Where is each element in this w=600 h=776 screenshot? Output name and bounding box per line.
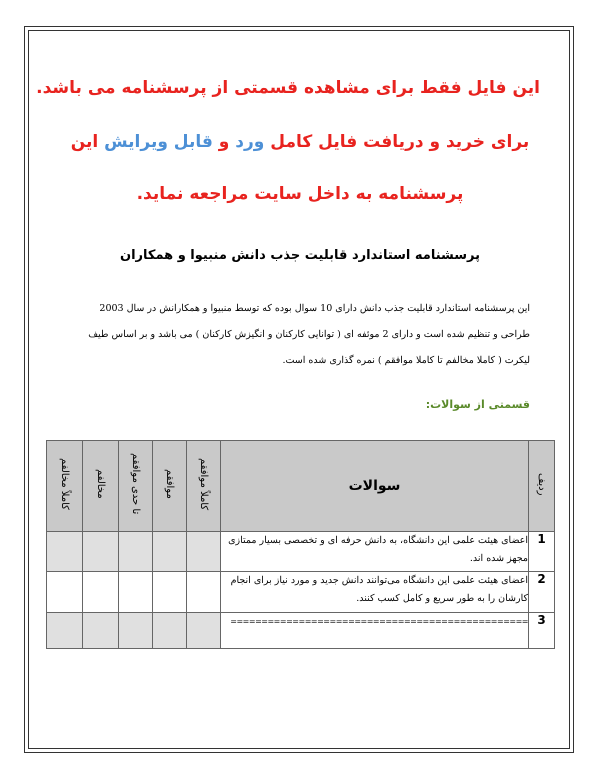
questions-table: [46, 440, 555, 649]
answer-cell[interactable]: [119, 532, 153, 572]
question-text: اعضای هیئت علمی این دانشگاه می‌توانند دانش جدید و مورد نیاز برای انجام کارشان را به طور سریع و کامل کسب کنند.: [221, 572, 529, 613]
answer-cell[interactable]: [83, 532, 119, 572]
notice-line-2: [60, 132, 540, 152]
notice-line-2-part-c: و: [212, 132, 236, 152]
intro-line: این پرسشنامه استاندارد قابلیت جذب دانش دارای 10 سوال بوده که توسط منبیوا و همکارانش در سال 2003: [99, 303, 530, 314]
notice-line-2-part-a: برای خرید و دریافت فایل کامل: [264, 132, 530, 152]
header-disagree: مخالفم: [83, 441, 119, 532]
header-questions: سوالات: [221, 441, 529, 532]
header-somewhat-agree: تا حدی موافقم: [119, 441, 153, 532]
notice-line-3: پرسشنامه به داخل سایت مراجعه نماید.: [136, 184, 464, 204]
table-row: [47, 613, 555, 649]
answer-cell[interactable]: [119, 613, 153, 649]
answer-cell[interactable]: [83, 572, 119, 613]
row-number: 1: [529, 532, 555, 572]
question-text: اعضای هیئت علمی این دانشگاه، به دانش حرفه ای و تخصصی بسیار ممتازی مجهز شده اند.: [221, 532, 529, 572]
answer-cell[interactable]: [187, 532, 221, 572]
answer-cell[interactable]: [153, 532, 187, 572]
intro-paragraph: [72, 296, 530, 374]
answer-cell[interactable]: [153, 613, 187, 649]
intro-line: لیکرت ( کاملا مخالفم تا کاملا موافقم ) نمره گذاری شده است.: [282, 355, 530, 366]
notice-word-file-link: ورد: [235, 132, 265, 152]
notice-line-2-part-e: این: [70, 132, 105, 152]
answer-cell[interactable]: [47, 613, 83, 649]
answer-cell[interactable]: [119, 572, 153, 613]
row-number: 3: [529, 613, 555, 649]
answer-cell[interactable]: [47, 532, 83, 572]
answer-cell[interactable]: [83, 613, 119, 649]
answer-cell[interactable]: [187, 572, 221, 613]
answer-cell[interactable]: [153, 572, 187, 613]
notice-editable-link: قابل ویرایش: [104, 132, 213, 152]
table-row: [47, 572, 555, 613]
answer-cell[interactable]: [47, 572, 83, 613]
table-row: [47, 532, 555, 572]
intro-line: طراحی و تنظیم شده است و دارای 2 موئفه ای ( توانایی کارکنان و انگیزش کارکنان ) می باشد و بر اساس طیف: [88, 329, 530, 340]
document-title: پرسشنامه استاندارد قابلیت جذب دانش منبیوا و همکاران: [119, 248, 481, 263]
notice-line-1: این فایل فقط برای مشاهده قسمتی از پرسشنامه می باشد.: [36, 78, 540, 98]
answer-cell[interactable]: [187, 613, 221, 649]
header-row-number: ردیف: [529, 441, 555, 532]
header-strongly-agree: کاملاً موافقم: [187, 441, 221, 532]
table-header-row: [47, 441, 555, 532]
row-number: 2: [529, 572, 555, 613]
header-strongly-disagree: کاملاً مخالفم: [47, 441, 83, 532]
placeholder-dashes: ================================================: [230, 617, 528, 626]
question-text: [221, 613, 529, 649]
header-agree: موافقم: [153, 441, 187, 532]
section-label: قسمتی از سوالات:: [425, 398, 530, 411]
